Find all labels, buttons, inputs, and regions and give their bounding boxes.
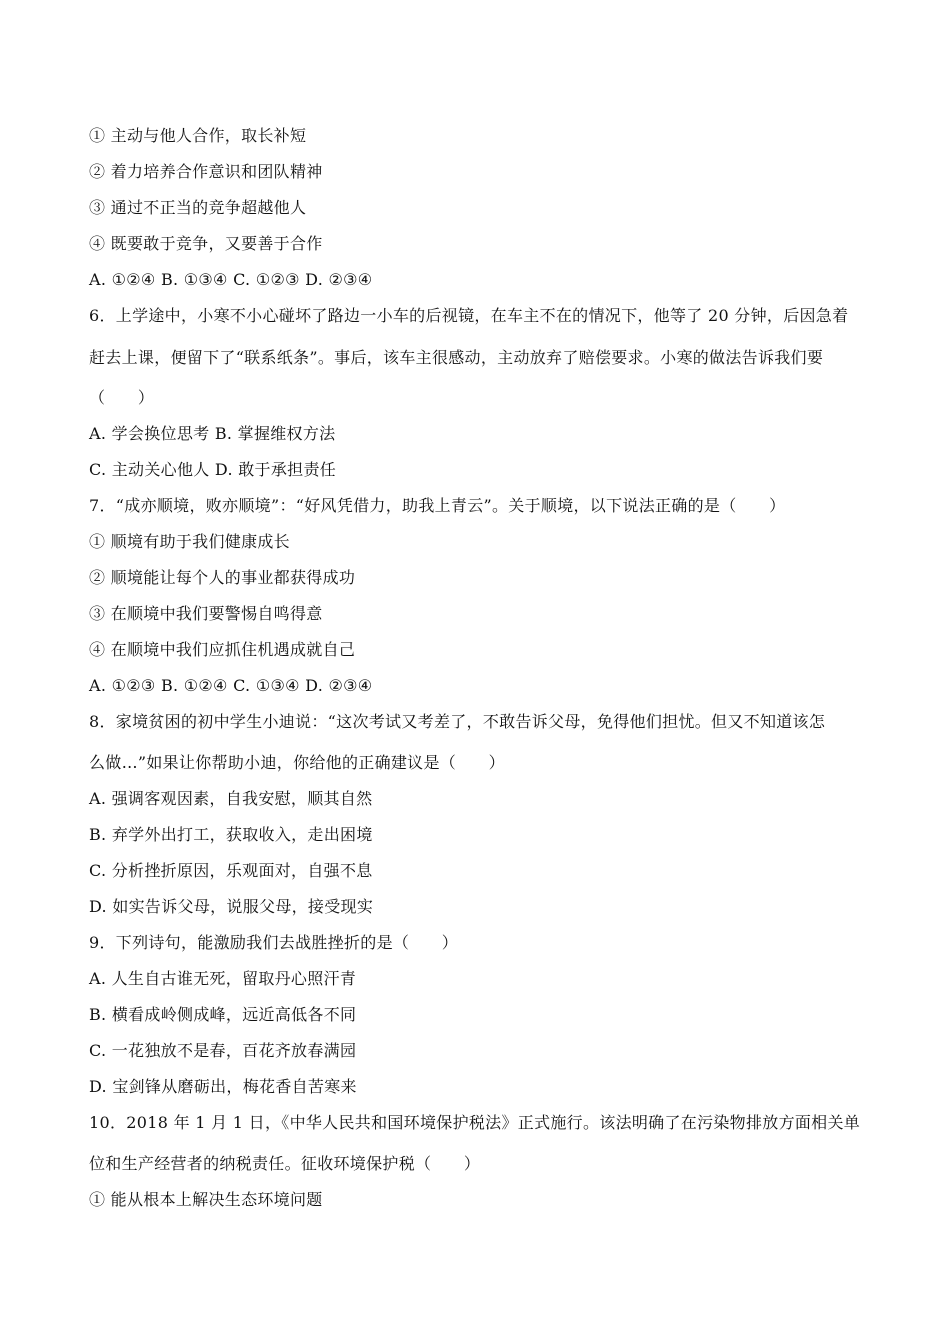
q6-stem-line-3: （ ） bbox=[89, 388, 155, 407]
q8-choice-b: B. 弃学外出打工，获取收入，走出困境 bbox=[89, 825, 373, 844]
q5-option-2: ② 着力培养合作意识和团队精神 bbox=[89, 162, 323, 181]
q8-choice-d: D. 如实告诉父母，说服父母，接受现实 bbox=[89, 897, 374, 916]
q7-option-4: ④ 在顺境中我们应抓住机遇成就自己 bbox=[89, 640, 356, 659]
q9-choice-a: A. 人生自古谁无死，留取丹心照汗青 bbox=[89, 969, 357, 988]
q9-choice-c: C. 一花独放不是春，百花齐放春满园 bbox=[89, 1041, 357, 1060]
q9-choice-d: D. 宝剑锋从磨砺出，梅花香自苦寒来 bbox=[89, 1077, 357, 1096]
q5-choices: A. ①②④ B. ①③④ C. ①②③ D. ②③④ bbox=[89, 270, 373, 289]
q6-stem-line-1: 6．上学途中，小寒不小心碰坏了路边一小车的后视镜，在车主不在的情况下，他等了 20 分钟，后因急着 bbox=[89, 306, 849, 325]
q6-choices-cd: C. 主动关心他人 D. 敢于承担责任 bbox=[89, 460, 337, 479]
q10-stem-line-1: 10．2018 年 1 月 1 日，《中华人民共和国环境保护税法》正式施行。该法明确了在污染物排放方面相关单 bbox=[89, 1113, 861, 1132]
q7-choices: A. ①②③ B. ①②④ C. ①③④ D. ②③④ bbox=[89, 676, 373, 695]
q10-stem-line-2: 位和生产经营者的纳税责任。征收环境保护税（ ） bbox=[89, 1154, 481, 1173]
q5-option-1: ① 主动与他人合作，取长补短 bbox=[89, 126, 307, 145]
q9-choice-b: B. 横看成岭侧成峰，远近高低各不同 bbox=[89, 1005, 357, 1024]
q8-choice-c: C. 分析挫折原因，乐观面对，自强不息 bbox=[89, 861, 373, 880]
q6-choices-ab: A. 学会换位思考 B. 掌握维权方法 bbox=[89, 424, 336, 443]
q9-stem: 9．下列诗句，能激励我们去战胜挫折的是（ ） bbox=[89, 933, 459, 952]
q5-option-4: ④ 既要敢于竞争，又要善于合作 bbox=[89, 234, 323, 253]
q8-stem-line-1: 8．家境贫困的初中学生小迪说：“这次考试又考差了，不敢告诉父母，免得他们担忧。但又不知道该怎 bbox=[89, 712, 826, 731]
q7-stem: 7．“成亦顺境，败亦顺境”：“好风凭借力，助我上青云”。关于顺境，以下说法正确的是（ ） bbox=[89, 496, 786, 515]
q7-option-2: ② 顺境能让每个人的事业都获得成功 bbox=[89, 568, 356, 587]
q10-option-1: ① 能从根本上解决生态环境问题 bbox=[89, 1190, 323, 1209]
q6-stem-line-2: 赶去上课，便留下了“联系纸条”。事后，该车主很感动，主动放弃了赔偿要求。小寒的做法告诉我们要 bbox=[89, 348, 824, 367]
q8-choice-a: A. 强调客观因素，自我安慰，顺其自然 bbox=[89, 789, 373, 808]
q7-option-3: ③ 在顺境中我们要警惕自鸣得意 bbox=[89, 604, 323, 623]
q7-option-1: ① 顺境有助于我们健康成长 bbox=[89, 532, 290, 551]
q8-stem-line-2: 么做…”如果让你帮助小迪，你给他的正确建议是（ ） bbox=[89, 753, 505, 772]
q5-option-3: ③ 通过不正当的竞争超越他人 bbox=[89, 198, 307, 217]
